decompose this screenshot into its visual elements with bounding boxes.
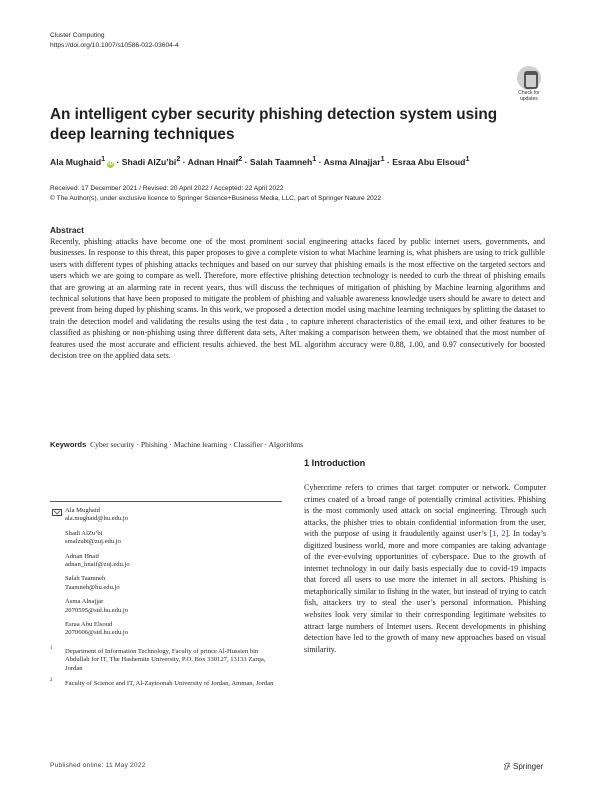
affiliation-number: 1 xyxy=(50,645,53,651)
author-name[interactable]: Salah Taamneh xyxy=(249,156,313,167)
journal-name: Cluster Computing xyxy=(50,32,105,39)
contact-email[interactable]: ala.mughaid@hu.edu.jo xyxy=(65,515,129,523)
affiliation-number: 2 xyxy=(50,678,53,684)
dates-line: Received: 17 December 2021 / Revised: 20 April 2022 / Accepted: 22 April 2022 xyxy=(50,185,284,192)
affiliation xyxy=(50,645,282,673)
check-for-updates-badge[interactable] xyxy=(512,66,546,100)
contact-entry xyxy=(50,575,282,592)
publisher-name: Springer xyxy=(513,762,544,771)
intro-text-part: ]. In today’s digitized business world, more and more companies are taking advantage of the ever-evolving opportunities of cyberspace. Due to the growth of internet technology in our daily basis especially due to covid-19 impacts that forced all users to use more the internet in all sectors. Phishing is metaphorically similar to fishing in the water, but instead of trying to catch fish, attackers try to steal the user’s personal information. Phishing websites look very similar to their corresponding legitimate websites to attract large numbers of Internet users. Recent developments in phishing detection have led to the growth of many new approaches based on visual similarity. xyxy=(304,529,547,654)
contact-entry xyxy=(50,530,282,547)
journal-doi[interactable]: https://doi.org/10.1007/s10586-022-03604-4 xyxy=(50,41,179,49)
author-list: Ala Mughaid$^1$iD · Shadi $AlZu’bi^2$ · Adnan Hnaif$^2$ · Salah Taamneh$^1$ · Asma Alnajjar$^1$ · Esraa Abu Elsoud$^1$ xyxy=(50,155,470,167)
keywords xyxy=(50,440,545,449)
journal-header xyxy=(50,31,179,50)
citation-link[interactable]: 1 xyxy=(492,529,497,539)
contact-name: Asma Alnajjar xyxy=(65,598,104,606)
contact-entry xyxy=(50,507,282,524)
badge-line2: updates xyxy=(520,95,538,102)
publisher-logo xyxy=(503,762,543,771)
author-name[interactable]: Esraa Abu Elsoud xyxy=(392,156,466,167)
intro-text-part: Cybercrime refers to crimes that target computer or network. Computer crimes coated of a broad range of potentially criminal activities. Phishing is the most commonly used attack on social engineering. Through such attacks, the phisher tries to obtain confidential information from the user, with the purpose of using it fraudulently against user’s [ xyxy=(304,483,546,539)
introduction-heading: 1 Introduction xyxy=(304,458,366,468)
affiliation-text: Faculty of Science and IT, Al-Zaytoonah University of Jordan, Amman, Jordan xyxy=(65,680,274,688)
copyright-line: © The Author(s), under exclusive licence to Springer Science+Business Media, LLC, part of Springer Nature 2022 xyxy=(50,194,382,202)
author-contacts xyxy=(50,507,282,696)
introduction-text xyxy=(304,482,546,655)
cite-separator: , xyxy=(496,529,502,539)
contact-email[interactable]: 2070595@std.hu.edu.jo xyxy=(65,606,129,614)
contact-entry xyxy=(50,553,282,570)
paper-title: An intelligent cyber security phishing detection system using deep learning techniques xyxy=(50,106,498,143)
contact-name: Adnan Hnaif xyxy=(65,552,100,560)
author-name[interactable]: Adnan Hnaif xyxy=(187,156,239,167)
author-name[interactable]: Shadi AlZu’bi xyxy=(121,156,177,167)
check-updates-icon xyxy=(517,66,541,90)
contact-email[interactable]: Taamneh@hu.edu.jo xyxy=(65,583,120,591)
author-name[interactable]: Asma Alnajjar xyxy=(323,156,381,167)
mail-icon xyxy=(52,509,62,516)
springer-horse-icon xyxy=(503,762,511,770)
contact-entry xyxy=(50,598,282,615)
abstract-heading: Abstract xyxy=(50,225,84,235)
contact-email[interactable]: adnan_hnaif@zuj.edu.jo xyxy=(65,561,130,569)
keywords-label: Keywords xyxy=(50,440,87,449)
contact-name: Shadi AlZu’bi xyxy=(65,529,103,537)
contact-name: Ala Mughaid xyxy=(65,507,100,514)
publication-dates xyxy=(50,184,381,203)
published-online: Published online: 11 May 2022 xyxy=(50,762,146,769)
abstract-text: Recently, phishing attacks have become one of the most prominent social engineering attacks faced by public internet users, governments, and businesses. In response to this threat, this paper proposes to give a complete vision to what Machine learning is, what phishers are using to trick gullible users with different types of phishing attacks techniques and based on our survey that phishing emails is the most effective on the targeted sectors and users which we are going to compare as well. Therefore, more effective phishing detection technology is needed to curb the threat of phishing emails that are growing at an alarming rate in recent years, thus will discuss the techniques of mitigation of phishing by Machine learning algorithms and technical solutions that have been proposed to mitigate the problem of phishing and valuable awareness knowledge users should be aware to detect and prevent from being duped by phishing scams. In this work, we proposed a detection model using machine learning techniques by splitting the dataset to train the detection model and validating the results using the test data , to capture inherent characteristics of the email text, and other features to be classified as phishing or non-phishing using three different data sets, After making a comparison between them, we obtained that the most number of features used the most accurate and efficient results achieved. the best ML algorithm accuracy were 0.88, 1.00, and 0.97 consecutively for boosted decision tree on the applied data sets. xyxy=(50,237,545,361)
keywords-text: Cyber security · Phishing · Machine learning · Classifier · Algorithms xyxy=(90,440,304,449)
contact-name: Salah Taamneh xyxy=(65,575,106,583)
contact-email[interactable]: smalzubi@zuj.edu.jo xyxy=(65,538,121,546)
badge-line1: Check for xyxy=(518,90,540,96)
affiliation-text: Department of Information Technology, Faculty of prince Al-Hussien bin Abdullah for IT, The Hashemite University, P.O. Box 330127, 13133 Zarqa, Jordan xyxy=(65,647,266,672)
orcid-icon[interactable]: iD xyxy=(108,160,114,167)
contact-name: Esraa Abu Elsoud xyxy=(65,621,113,629)
footnote-divider xyxy=(50,501,282,502)
contact-email[interactable]: 2070606@std.hu.edu.jo xyxy=(65,629,129,637)
author-name[interactable]: Ala Mughaid xyxy=(50,156,102,167)
contact-entry xyxy=(50,621,282,638)
citation-link[interactable]: 2 xyxy=(501,529,506,539)
affiliation xyxy=(50,680,282,688)
